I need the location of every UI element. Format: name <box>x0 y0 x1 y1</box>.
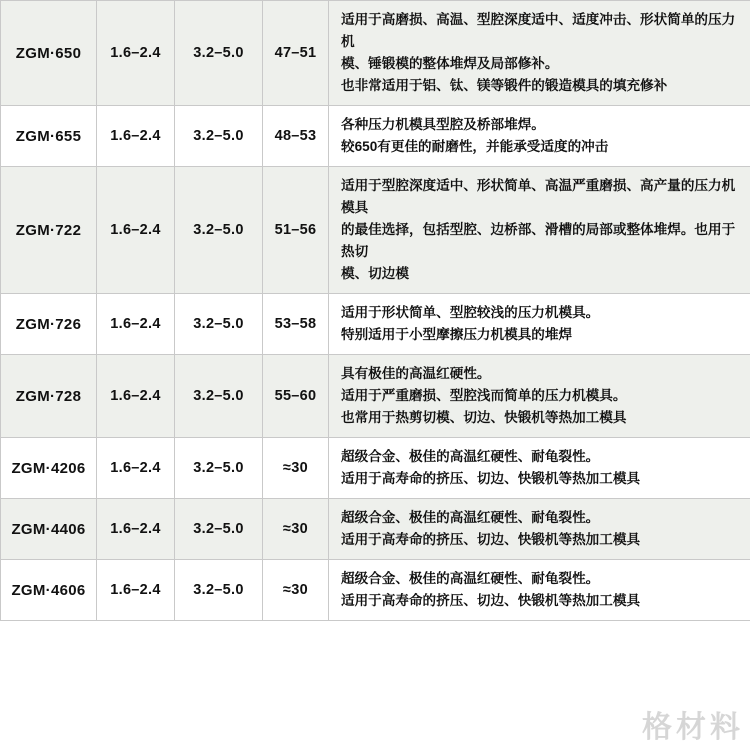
cell-description <box>329 499 750 560</box>
cell-length: 3.2–5.0 <box>175 1 263 106</box>
cell-grade: ZGM·728 <box>1 355 97 438</box>
cell-length: 3.2–5.0 <box>175 438 263 499</box>
cell-diameter: 1.6–2.4 <box>97 294 175 355</box>
cell-hardness: ≈30 <box>263 438 329 499</box>
description-line: 特别适用于小型摩擦压力机模具的堆焊 <box>341 327 573 343</box>
table-row <box>1 499 750 560</box>
cell-hardness: 48–53 <box>263 106 329 167</box>
cell-diameter: 1.6–2.4 <box>97 355 175 438</box>
description-line: 适用于形状简单、型腔较浅的压力机模具。 <box>341 305 600 321</box>
cell-hardness: 53–58 <box>263 294 329 355</box>
watermark: 格材料 <box>642 711 744 744</box>
cell-grade: ZGM·722 <box>1 167 97 294</box>
table-body <box>1 1 750 621</box>
cell-description <box>329 355 750 438</box>
description-line: 适用于严重磨损、型腔浅而简单的压力机模具。 <box>341 388 627 404</box>
cell-description <box>329 106 750 167</box>
table-row <box>1 1 750 106</box>
table-row <box>1 560 750 621</box>
description-line: 适用于高寿命的挤压、切边、快锻机等热加工模具 <box>341 532 641 548</box>
description-line: 适用于高寿命的挤压、切边、快锻机等热加工模具 <box>341 593 641 609</box>
description-line: 具有极佳的高温红硬性。 <box>341 366 491 382</box>
cell-grade: ZGM·726 <box>1 294 97 355</box>
description-line: 也非常适用于铝、钛、镁等锻件的锻造模具的填充修补 <box>341 78 668 94</box>
table-row <box>1 167 750 294</box>
description-line: 超级合金、极佳的高温红硬性、耐龟裂性。 <box>341 449 600 465</box>
table-row <box>1 294 750 355</box>
description-line: 模、锤锻模的整体堆焊及局部修补。 <box>341 56 559 72</box>
cell-diameter: 1.6–2.4 <box>97 499 175 560</box>
description-line: 较650有更佳的耐磨性，并能承受适度的冲击 <box>341 139 609 155</box>
description-line: 模、切边模 <box>341 266 409 282</box>
cell-hardness: 55–60 <box>263 355 329 438</box>
cell-description <box>329 1 750 106</box>
cell-hardness: ≈30 <box>263 560 329 621</box>
description-line: 超级合金、极佳的高温红硬性、耐龟裂性。 <box>341 510 600 526</box>
description-line: 各种压力机模具型腔及桥部堆焊。 <box>341 117 545 133</box>
cell-diameter: 1.6–2.4 <box>97 1 175 106</box>
cell-description <box>329 438 750 499</box>
cell-grade: ZGM·650 <box>1 1 97 106</box>
cell-grade: ZGM·655 <box>1 106 97 167</box>
cell-hardness: 47–51 <box>263 1 329 106</box>
cell-hardness: ≈30 <box>263 499 329 560</box>
description-line: 适用于高磨损、高温、型腔深度适中、适度冲击、形状简单的压力机 <box>341 12 736 50</box>
table-row <box>1 355 750 438</box>
description-line: 也常用于热剪切模、切边、快锻机等热加工模具 <box>341 410 627 426</box>
cell-length: 3.2–5.0 <box>175 167 263 294</box>
description-line: 适用于型腔深度适中、形状简单、高温严重磨损、高产量的压力机模具 <box>341 178 736 216</box>
cell-grade: ZGM·4206 <box>1 438 97 499</box>
cell-diameter: 1.6–2.4 <box>97 438 175 499</box>
cell-length: 3.2–5.0 <box>175 294 263 355</box>
cell-description <box>329 167 750 294</box>
table-row <box>1 106 750 167</box>
cell-hardness: 51–56 <box>263 167 329 294</box>
description-line: 的最佳选择，包括型腔、边桥部、滑槽的局部或整体堆焊。也用于热切 <box>341 222 736 260</box>
cell-grade: ZGM·4606 <box>1 560 97 621</box>
description-line: 超级合金、极佳的高温红硬性、耐龟裂性。 <box>341 571 600 587</box>
cell-diameter: 1.6–2.4 <box>97 167 175 294</box>
cell-description <box>329 560 750 621</box>
cell-length: 3.2–5.0 <box>175 106 263 167</box>
cell-description <box>329 294 750 355</box>
cell-grade: ZGM·4406 <box>1 499 97 560</box>
cell-length: 3.2–5.0 <box>175 560 263 621</box>
cell-diameter: 1.6–2.4 <box>97 106 175 167</box>
cell-length: 3.2–5.0 <box>175 499 263 560</box>
description-line: 适用于高寿命的挤压、切边、快锻机等热加工模具 <box>341 471 641 487</box>
table-row <box>1 438 750 499</box>
cell-length: 3.2–5.0 <box>175 355 263 438</box>
cell-diameter: 1.6–2.4 <box>97 560 175 621</box>
